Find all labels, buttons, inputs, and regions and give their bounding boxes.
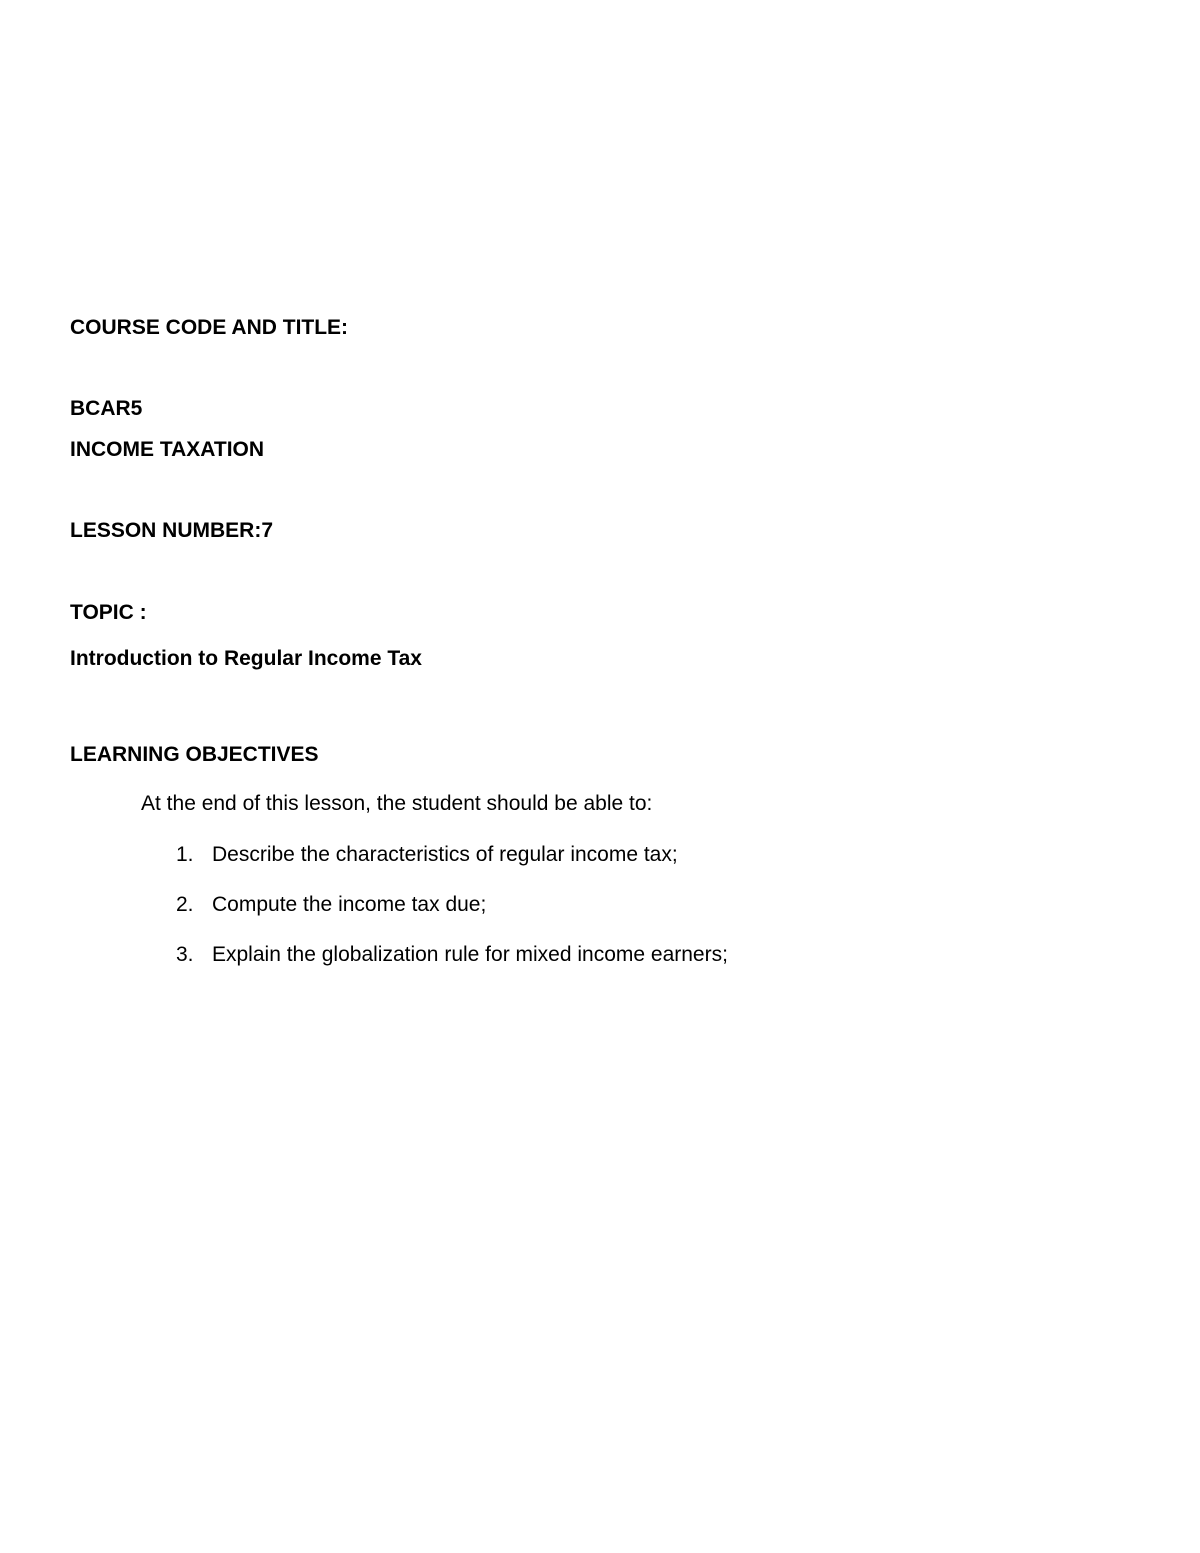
- topic-title: Introduction to Regular Income Tax: [70, 647, 422, 670]
- objective-item: [176, 893, 486, 917]
- objective-number: 3.: [176, 943, 194, 966]
- objective-number: 2.: [176, 893, 194, 916]
- objective-item: [176, 943, 728, 967]
- objective-text: Describe the characteristics of regular income tax;: [212, 843, 678, 866]
- objectives-intro: At the end of this lesson, the student should be able to:: [141, 792, 653, 815]
- objective-text: Explain the globalization rule for mixed income earners;: [212, 943, 728, 966]
- course-title: INCOME TAXATION: [70, 438, 265, 461]
- lesson-number: LESSON NUMBER:7: [70, 519, 274, 542]
- course-heading: COURSE CODE AND TITLE:: [70, 316, 349, 339]
- objective-number: 1.: [176, 843, 194, 866]
- course-code: BCAR5: [70, 397, 143, 420]
- objectives-heading: LEARNING OBJECTIVES: [70, 743, 319, 766]
- topic-heading: TOPIC :: [70, 601, 147, 624]
- objective-item: [176, 843, 678, 867]
- objective-text: Compute the income tax due;: [212, 893, 487, 916]
